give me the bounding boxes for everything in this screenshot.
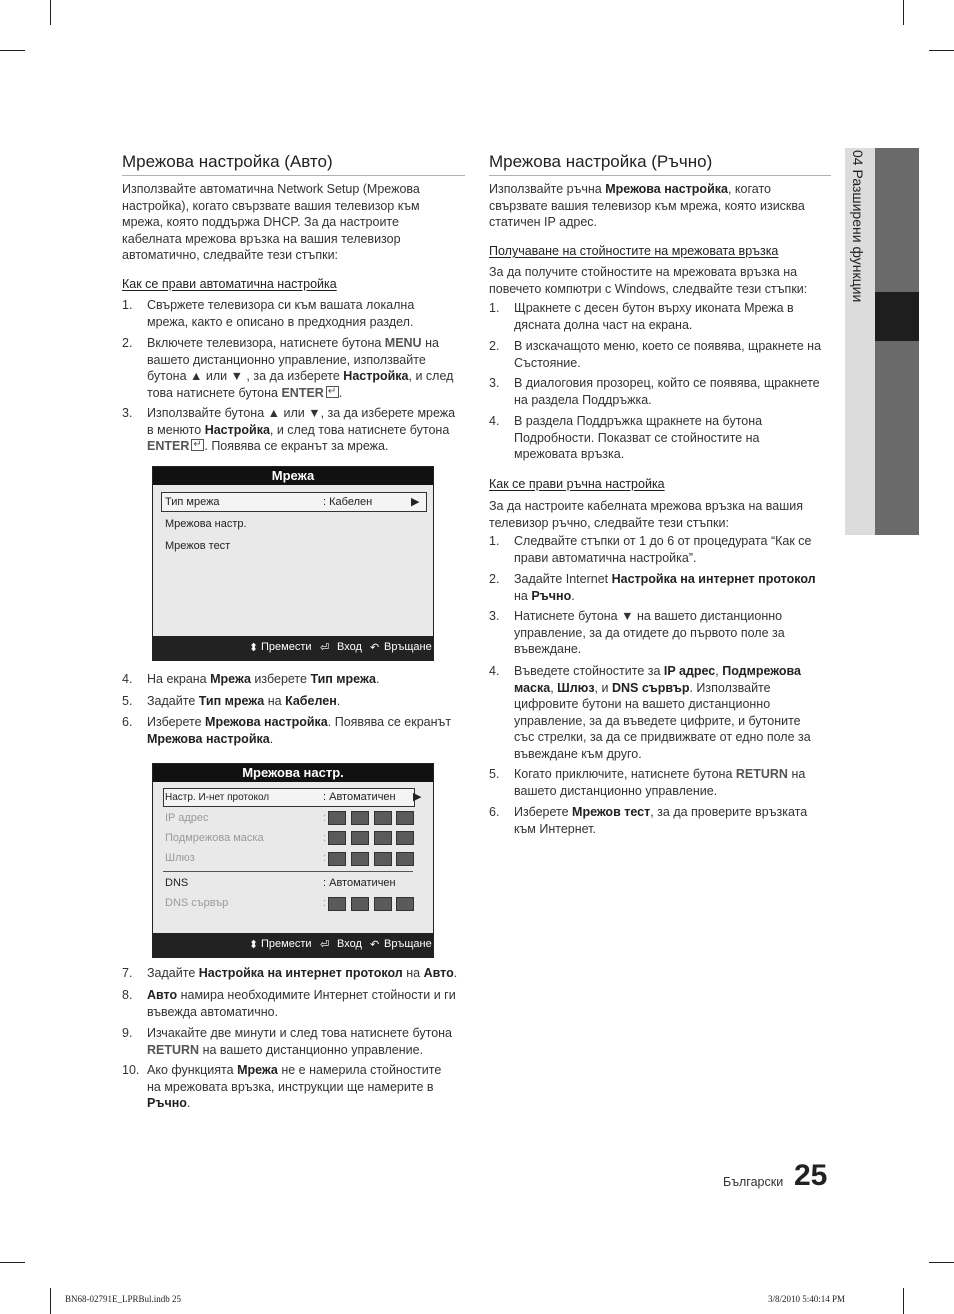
divider	[163, 871, 413, 872]
step-line: ENTER↵ . Появява се екранът за мрежа.	[147, 439, 388, 453]
osd-row-label: Шлюз	[165, 852, 195, 864]
return-icon: ↶	[370, 939, 380, 951]
step-number: 3.	[489, 609, 500, 623]
osd-row-value: : Автоматичен	[323, 877, 396, 889]
text-line: настройка), когато свързвате вашия телевизор към	[122, 198, 420, 213]
page-number: 25	[794, 1159, 828, 1192]
step-line: Подробности. Показват се стойностите на	[514, 430, 760, 445]
step-number: 5.	[489, 767, 500, 781]
gateway-octet-field[interactable]	[396, 852, 414, 866]
step-text: Изберете Мрежова настройка. Появява се екранът Мрежова настройка.	[147, 715, 452, 746]
step-line: мрежа, както е описано в предходния раздел.	[147, 314, 414, 329]
osd-footer	[153, 933, 433, 957]
paragraph	[489, 498, 834, 531]
ip-octet-field[interactable]	[351, 811, 369, 825]
osd-row-label: Настр. И-нет протокол	[165, 792, 270, 803]
step-number: 8.	[122, 988, 133, 1002]
text-line: свързвате вашия телевизор към мрежа, която изисква	[489, 198, 805, 213]
step-line: Натиснете бутона ▼ на вашето дистанционно	[514, 609, 783, 623]
osd-row-value: :	[323, 897, 327, 909]
step-text	[514, 533, 812, 566]
osd-row-value: :	[323, 852, 327, 864]
osd-move-label: Премести	[261, 938, 312, 950]
chapter-tab-block	[875, 148, 919, 292]
step-line: Включете телевизора, натиснете бутона MENU на	[147, 336, 439, 350]
enter-icon	[191, 439, 204, 451]
step-line: В раздела Поддръжка щракнете на бутона	[514, 414, 763, 428]
intro-paragraph: Използвайте ръчна Мрежова настройка, когато свързвате вашия телевизор към мрежа, която изисква статичен IP адрес.	[489, 182, 805, 230]
enter-icon	[326, 386, 339, 398]
step-text: Изберете Мрежов тест, за да проверите връзката към Интернет.	[514, 805, 808, 836]
step-text	[514, 413, 762, 463]
mask-octet-field[interactable]	[374, 831, 392, 845]
enter-icon: ⏎	[320, 939, 330, 951]
step-text: На екрана Мрежа изберете Тип мрежа.	[147, 672, 380, 686]
osd-row-value: :	[323, 812, 327, 824]
gateway-octet-field[interactable]	[374, 852, 392, 866]
osd-enter-label: Вход	[337, 938, 362, 950]
ip-octet-field[interactable]	[328, 811, 346, 825]
step-text: Когато приключите, натиснете бутона RETURN на вашето дистанционно управление.	[514, 767, 806, 798]
subheading-get-values: Получаване на стойностите на мрежовата връзка	[489, 244, 779, 258]
osd-footer	[153, 636, 433, 660]
step-number: 3.	[122, 406, 133, 420]
osd-row-label: Тип мрежа	[165, 496, 220, 508]
section-title-auto: Мрежова настройка (Авто)	[122, 152, 333, 171]
subheading-auto: Как се прави автоматична настройка	[122, 277, 337, 291]
step-number: 10.	[122, 1063, 140, 1077]
text-line: кабелната мрежова връзка на вашия телевизор	[122, 231, 401, 246]
dns-octet-field[interactable]	[374, 897, 392, 911]
step-number: 3.	[489, 376, 500, 390]
osd-row-value: : Автоматичен	[323, 791, 396, 803]
step-line: дясната долна част на екрана.	[514, 317, 693, 332]
step-text	[514, 608, 785, 658]
gateway-octet-field[interactable]	[328, 852, 346, 866]
crop-mark	[903, 1288, 904, 1314]
text-line: автоматично, следвайте тези стъпки:	[122, 248, 339, 263]
chapter-tab-label: 04 Разширени функции	[850, 150, 866, 303]
mask-octet-field[interactable]	[351, 831, 369, 845]
text-line: статичен IP адрес.	[489, 215, 597, 230]
gateway-octet-field[interactable]	[351, 852, 369, 866]
osd-row-label: Подмрежова маска	[165, 832, 264, 844]
step-line: въвеждане.	[514, 642, 582, 657]
step-number: 4.	[489, 664, 500, 678]
step-text: Задайте Настройка на интернет протокол на Авто.	[147, 966, 458, 980]
step-line: бутона ▲ или ▼ , за да изберете Настройка, и след	[147, 369, 454, 384]
intro-paragraph	[122, 181, 467, 264]
step-number: 4.	[489, 414, 500, 428]
ip-octet-field[interactable]	[396, 811, 414, 825]
text-line: повечето компютри с Windows, следвайте тези стъпки:	[489, 281, 808, 296]
osd-back-label: Връщане	[384, 938, 432, 950]
step-number: 7.	[122, 966, 133, 980]
step-line: Щракнете с десен бутон върху иконата Мрежа в	[514, 301, 794, 315]
step-text	[514, 338, 821, 371]
step-line: В диалоговия прозорец, който се появява, щракнете	[514, 376, 820, 390]
osd-network-settings-screen	[152, 763, 434, 958]
step-text: Ако функцията Мрежа не е намерила стойностите на мрежовата връзка, инструкции ще намерите в Ръчно.	[147, 1063, 442, 1111]
title-rule	[489, 175, 831, 176]
dns-octet-field[interactable]	[351, 897, 369, 911]
osd-move-label: Премести	[261, 641, 312, 653]
chevron-right-icon: ▶	[411, 496, 420, 508]
step-text: Изчакайте две минути и след това натиснете бутона RETURN на вашето дистанционно управление.	[147, 1026, 452, 1057]
step-text: Задайте Internet Настройка на интернет протокол на Ръчно.	[514, 572, 816, 603]
crop-mark	[50, 1288, 51, 1314]
title-rule	[122, 175, 465, 176]
updown-icon: ⬍	[249, 642, 259, 654]
step-text	[514, 300, 794, 333]
step-text	[147, 297, 414, 330]
step-number: 9.	[122, 1026, 133, 1040]
osd-row-label: DNS сървър	[165, 897, 229, 909]
step-number: 6.	[122, 715, 133, 729]
crop-mark	[929, 1262, 954, 1263]
chapter-tab-block	[875, 341, 919, 535]
mask-octet-field[interactable]	[396, 831, 414, 845]
text-line: За да получите стойностите на мрежовата връзка на	[489, 265, 798, 279]
osd-network-screen	[152, 466, 434, 661]
text-line: мрежа, която поддържа DHCP. За да настроите	[122, 215, 399, 230]
text-line: телевизор ръчно, следвайте тези стъпки:	[489, 515, 729, 530]
osd-enter-label: Вход	[337, 641, 362, 653]
step-number: 1.	[122, 298, 133, 312]
step-text	[147, 405, 455, 455]
step-number: 2.	[489, 572, 500, 586]
step-line: Следвайте стъпки от 1 до 6 от процедурата “Как се	[514, 534, 812, 548]
crop-mark	[929, 50, 954, 51]
step-number: 2.	[489, 339, 500, 353]
step-number: 6.	[489, 805, 500, 819]
crop-mark	[0, 50, 25, 51]
step-number: 4.	[122, 672, 133, 686]
osd-row-label: IP адрес	[165, 812, 209, 824]
step-number: 1.	[489, 301, 500, 315]
dns-octet-field[interactable]	[396, 897, 414, 911]
step-line: Състояние.	[514, 355, 581, 370]
return-icon: ↶	[370, 642, 380, 654]
osd-back-label: Връщане	[384, 641, 432, 653]
mask-octet-field[interactable]	[328, 831, 346, 845]
text-line: За да настроите кабелната мрежова връзка на вашия	[489, 499, 804, 513]
crop-mark	[0, 1262, 25, 1263]
section-title-manual: Мрежова настройка (Ръчно)	[489, 152, 713, 171]
step-text: Въведете стойностите за IP адрес, Подмрежова маска, Шлюз, и DNS сървър. Използвайте цифровите бутони на вашето дистанционно управление, за да въведете цифрите, и бутоните със стрелки, за да се придвижвате от едно поле за въвеждане към друго.	[514, 664, 811, 761]
osd-row-label[interactable]: Мрежов тест	[165, 540, 231, 552]
step-line: на раздела Поддръжка.	[514, 392, 652, 407]
file-info: BN68-02791E_LPRBul.indb 25	[65, 1294, 182, 1304]
step-text: Задайте Тип мрежа на Кабелен.	[147, 694, 341, 708]
osd-row-value: : Кабелен	[323, 496, 373, 508]
osd-header: Мрежова настр.	[153, 764, 433, 782]
step-number: 2.	[122, 336, 133, 350]
step-line: мрежовата връзка.	[514, 447, 625, 462]
dns-octet-field[interactable]	[328, 897, 346, 911]
step-line: прави автоматична настройка”.	[514, 550, 697, 565]
updown-icon: ⬍	[249, 939, 259, 951]
subheading-manual: Как се прави ръчна настройка	[489, 477, 665, 491]
step-line: В изскачащото меню, което се появява, щракнете на	[514, 339, 822, 353]
print-date: 3/8/2010 5:40:14 PM	[768, 1294, 846, 1304]
osd-row-label[interactable]: DNS	[165, 877, 189, 889]
step-line: това натиснете бутона ENTER↵ .	[147, 386, 342, 400]
chevron-right-icon: ▶	[413, 791, 422, 803]
osd-row-label[interactable]: Мрежова настр.	[165, 518, 247, 530]
chapter-tab-marker	[875, 292, 919, 341]
step-line: вашето дистанционно управление, използвайте	[147, 352, 426, 367]
crop-mark	[50, 0, 51, 25]
language-label: Български	[723, 1175, 784, 1189]
crop-mark	[903, 0, 904, 25]
text-line: Използвайте автоматична Network Setup (Мрежова	[122, 182, 420, 196]
step-line: управление, за да отидете до първото поле за	[514, 625, 785, 640]
step-line: Свържете телевизора си към вашата локална	[147, 298, 415, 312]
step-number: 1.	[489, 534, 500, 548]
step-text	[147, 335, 453, 401]
step-line: Използвайте бутона ▲ или ▼, за да изберете мрежа	[147, 406, 456, 420]
step-line: в менюто Настройка, и след това натиснете бутона	[147, 422, 450, 437]
enter-icon: ⏎	[320, 642, 330, 654]
ip-octet-field[interactable]	[374, 811, 392, 825]
osd-header: Мрежа	[153, 467, 433, 485]
osd-row-value: :	[323, 832, 327, 844]
step-text	[514, 375, 820, 408]
paragraph	[489, 264, 834, 297]
step-text: Авто намира необходимите Интернет стойности и ги въвежда автоматично.	[147, 988, 456, 1019]
step-number: 5.	[122, 694, 133, 708]
